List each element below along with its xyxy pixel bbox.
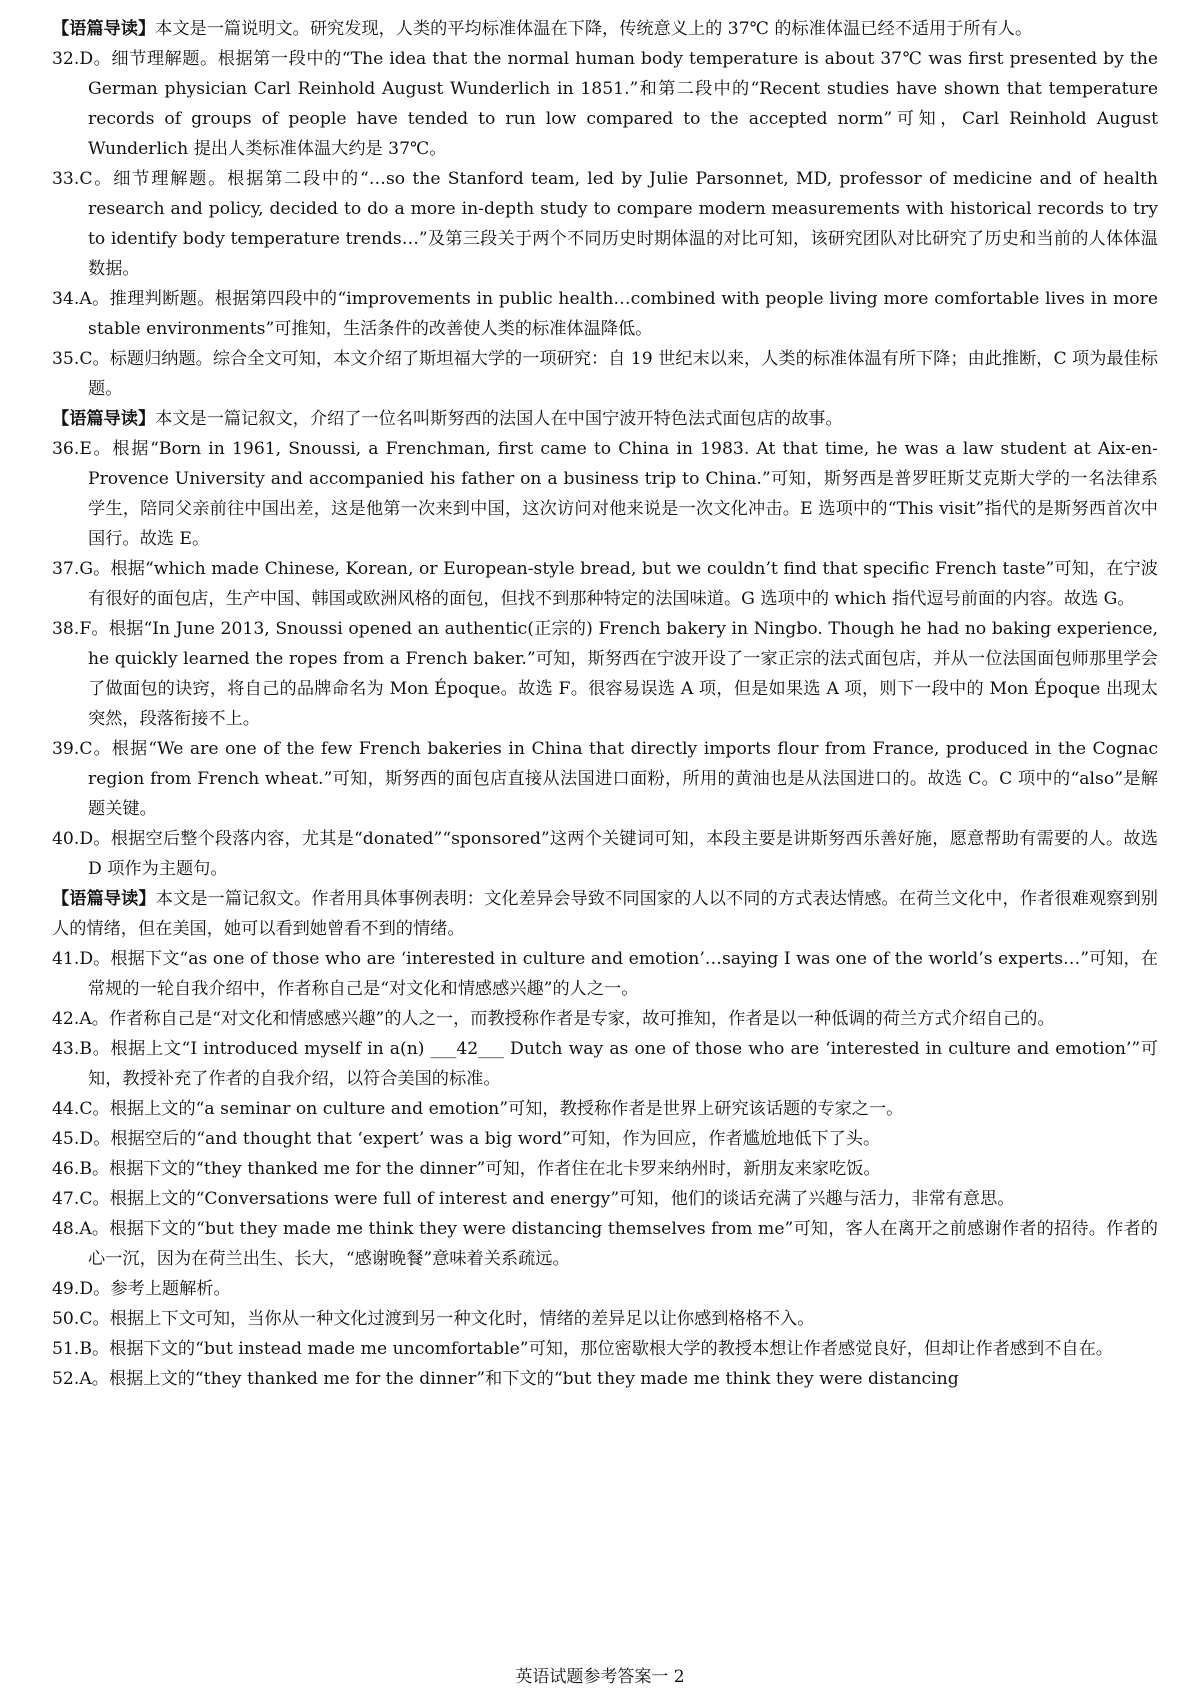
answer-explanation: 根据“We are one of the few French bakeries in China that directly imports flour from France, produced in the Cognac region from French wheat.”可知，斯努西的面包店直接从法国进口面粉，所用的黄油也是从法国进口的。故选 C。C 项中的“also”是解题关键。 [88,739,1158,819]
answer-item [52,1364,1158,1394]
answer-item [52,1004,1158,1034]
answer-item [52,1214,1158,1274]
answer-number: 33.C。 [52,169,114,189]
answer-item [52,1094,1158,1124]
page-footer: 英语试题参考答案一 2 [515,1667,685,1687]
guide-tag: 【语篇导读】 [52,889,156,909]
answer-explanation: 根据“Born in 1961, Snoussi, a Frenchman, first came to China in 1983. At that time, he was a law student at Aix-en-Provence University and accompanied his father on a business trip to China.”可知，斯努西是普罗旺斯艾克斯大学的一名法律系学生，陪同父亲前往中国出差，这是他第一次来到中国，这次访问对他来说是一次文化冲击。E 选项中的“This visit”指代的是斯努西首次中国行。故选 E。 [88,439,1158,549]
answer-number: 51.B。 [52,1339,110,1359]
answer-number: 37.G。 [52,559,111,579]
answer-item [52,1034,1158,1094]
answer-number: 41.D。 [52,949,111,969]
answer-item [52,164,1158,284]
answer-number: 43.B。 [52,1039,111,1059]
answer-number: 35.C。 [52,349,110,369]
answer-number: 50.C。 [52,1309,110,1329]
answer-explanation: 推理判断题。根据第四段中的“improvements in public health…combined with people living more comfortable lives in more stable environments”可推知，生活条件的改善使人类的标准体温降低。 [88,289,1159,339]
answer-item [52,284,1158,344]
reading-guide [52,14,1158,44]
answer-explanation: 作者称自己是“对文化和情感感兴趣”的人之一，而教授称作者是专家，故可推知，作者是以一种低调的荷兰方式介绍自己的。 [108,1009,1055,1029]
answer-number: 48.A。 [52,1219,110,1239]
answer-number: 52.A。 [52,1369,109,1389]
guide-text: 本文是一篇记叙文，介绍了一位名叫斯努西的法国人在中国宁波开特色法式面包店的故事。 [155,409,843,429]
answer-number: 44.C。 [52,1099,110,1119]
answer-number: 38.F。 [52,619,109,639]
answer-explanation: 根据下文的“but they made me think they were distancing themselves from me”可知，客人在离开之前感谢作者的招待。作者的心一沉，因为在荷兰出生、长大，“感谢晚餐”意味着关系疏远。 [88,1219,1158,1269]
answer-number: 46.B。 [52,1159,110,1179]
guide-tag: 【语篇导读】 [52,409,156,429]
answer-number: 42.A。 [52,1009,109,1029]
answer-number: 47.C。 [52,1189,110,1209]
reading-guide [52,404,1158,434]
answer-explanation: 根据空后的“and thought that ‘expert’ was a big word”可知，作为回应，作者尴尬地低下了头。 [110,1129,881,1149]
answer-item [52,614,1158,734]
answer-explanation: 根据下文的“they thanked me for the dinner”可知，作者住在北卡罗来纳州时，新朋友来家吃饭。 [109,1159,881,1179]
guide-text: 本文是一篇说明文。研究发现，人类的平均标准体温在下降，传统意义上的 37℃ 的标准体温已经不适用于所有人。 [155,19,1033,39]
answer-item [52,734,1158,824]
answer-explanation: 根据上文“I introduced myself in a(n) ___42___ Dutch way as one of those who are ‘interested in culture and emotion’”可知，教授补充了作者的自我介绍，以符合美国的标准。 [88,1039,1158,1089]
answer-explanation: 标题归纳题。综合全文可知，本文介绍了斯坦福大学的一项研究：自 19 世纪末以来，人类的标准体温有所下降；由此推断，C 项为最佳标题。 [88,349,1158,399]
answer-explanation: 根据下文的“but instead made me uncomfortable”可知，那位密歇根大学的教授本想让作者感觉良好，但却让作者感到不自在。 [109,1339,1113,1359]
answer-number: 32.D。 [52,49,112,69]
answer-number: 39.C。 [52,739,112,759]
answer-explanation: 根据空后整个段落内容，尤其是“donated”“sponsored”这两个关键词可知，本段主要是讲斯努西乐善好施，愿意帮助有需要的人。故选 D 项作为主题句。 [88,829,1158,879]
answer-explanation: 细节理解题。根据第二段中的“…so the Stanford team, led by Julie Parsonnet, MD, professor of medicine and of health research and policy, decided to do a more in-depth study to compare modern measurements with historical records to try to identify body temperature trends…”及第三段关于两个不同历史时期体温的对比可知，该研究团队对比研究了历史和当前的人体体温数据。 [88,169,1158,279]
answer-number: 49.D。 [52,1279,111,1299]
answer-number: 36.E。 [52,439,113,459]
answer-item [52,1124,1158,1154]
answer-item [52,1304,1158,1334]
answer-item [52,344,1158,404]
answer-number: 40.D。 [52,829,111,849]
answer-explanation: 根据“which made Chinese, Korean, or European-style bread, but we couldn’t find that specific French taste”可知，在宁波有很好的面包店，生产中国、韩国或欧洲风格的面包，但找不到那种特定的法国味道。G 选项中的 which 指代逗号前面的内容。故选 G。 [88,559,1158,609]
answer-explanation: 根据下文“as one of those who are ‘interested in culture and emotion’…saying I was one of the world’s experts…”可知，在常规的一轮自我介绍中，作者称自己是“对文化和情感感兴趣”的人之一。 [88,949,1158,999]
answer-item [52,944,1158,1004]
answer-explanation: 根据上文的“a seminar on culture and emotion”可知，教授称作者是世界上研究该话题的专家之一。 [109,1099,904,1119]
answer-explanation: 根据“In June 2013, Snoussi opened an authentic(正宗的) French bakery in Ningbo. Though he had no baking experience, he quickly learned the ropes from a French baker.”可知，斯努西在宁波开设了一家正宗的法式面包店，并从一位法国面包师那里学会了做面包的诀窍，将自己的品牌命名为 Mon Époque。故选 F。很容易误选 A 项，但是如果选 A 项，则下一段中的 Mon Époque 出现太突然，段落衔接不上。 [88,619,1159,729]
guide-tag: 【语篇导读】 [52,19,156,39]
answer-explanation: 根据上文的“Conversations were full of interest and energy”可知，他们的谈话充满了兴趣与活力，非常有意思。 [109,1189,1015,1209]
answer-item [52,1154,1158,1184]
answer-item [52,824,1158,884]
answer-item [52,1274,1158,1304]
reading-guide [52,884,1158,944]
answer-number: 45.D。 [52,1129,111,1149]
answer-item [52,44,1158,164]
answer-item [52,1334,1158,1364]
answer-explanation: 细节理解题。根据第一段中的“The idea that the normal human body temperature is about 37℃ was first presented by the German physician Carl Reinhold August Wunderlich in 1851.”和第二段中的“Recent studies have shown that temperature records of groups of people have tended to run low compared to the accepted norm”可知，Carl Reinhold August Wunderlich 提出人类标准体温大约是 37℃。 [88,49,1158,159]
answer-explanation: 根据上文的“they thanked me for the dinner”和下文的“but they made me think they were distancing [108,1369,959,1389]
guide-text: 本文是一篇记叙文。作者用具体事例表明：文化差异会导致不同国家的人以不同的方式表达情感。在荷兰文化中，作者很难观察到别人的情绪，但在美国，她可以看到她曾看不到的情绪。 [52,889,1158,939]
answer-number: 34.A。 [52,289,110,309]
answer-explanation: 参考上题解析。 [110,1279,231,1299]
answer-item [52,434,1158,554]
answer-item [52,1184,1158,1214]
answer-item [52,554,1158,614]
answer-explanation: 根据上下文可知，当你从一种文化过渡到另一种文化时，情绪的差异足以让你感到格格不入。 [109,1309,815,1329]
